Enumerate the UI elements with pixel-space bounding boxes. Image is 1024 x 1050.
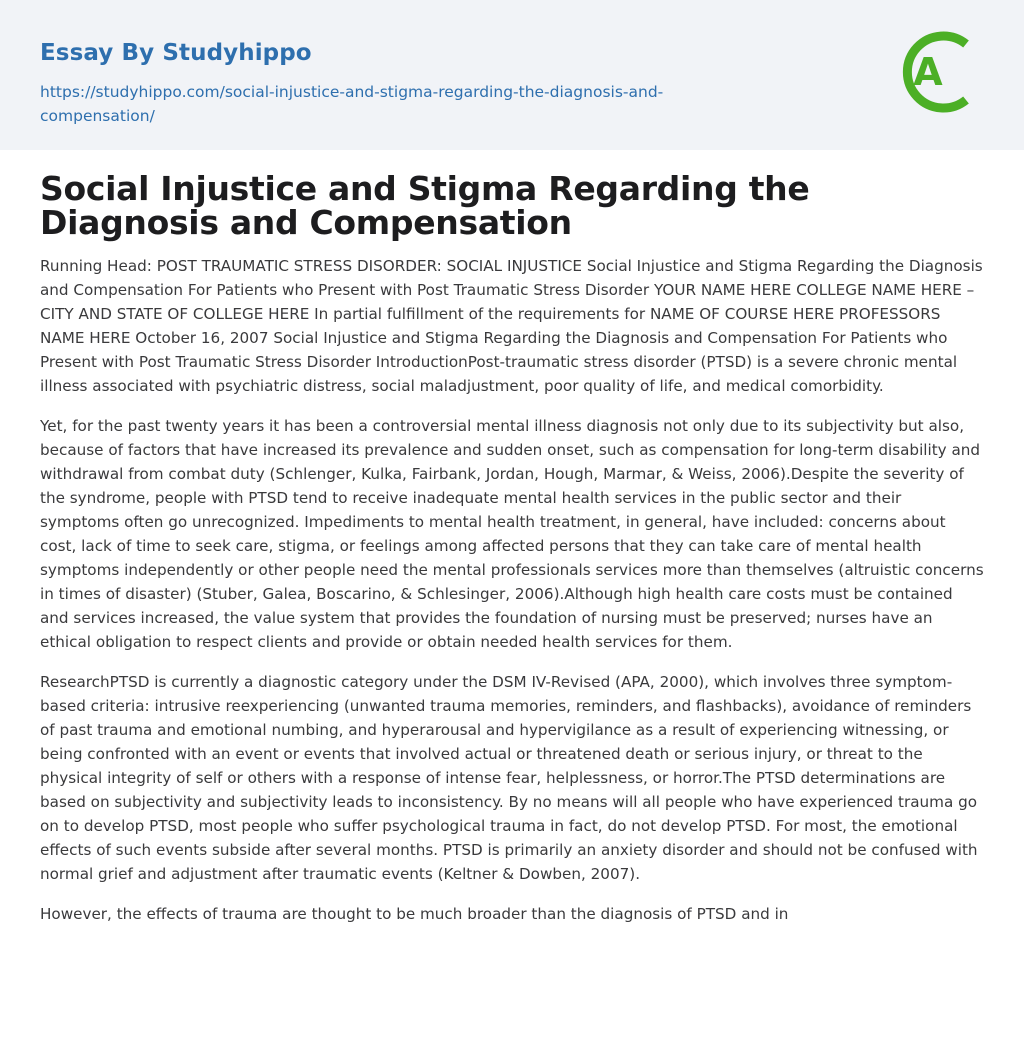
site-brand: Essay By Studyhippo xyxy=(40,40,312,66)
source-url-link[interactable]: https://studyhippo.com/social-injustice-and-stigma-regarding-the-diagnosis-and-compensation/ xyxy=(40,83,664,125)
article-paragraph: Running Head: POST TRAUMATIC STRESS DISORDER: SOCIAL INJUSTICE Social Injustice and Stigma Regarding the Diagnosis and Compensation For Patients who Present with Post Traumatic Stress Disorder YOUR NAME HERE COLLEGE NAME HERE – CITY AND STATE OF COLLEGE HERE In partial fulfillment of the requirements for NAME OF COURSE HERE PROFESSORS NAME HERE October 16, 2007 Social Injustice and Stigma Regarding the Diagnosis and Compensation For Patients who Present with Post Traumatic Stress Disorder IntroductionPost-traumatic stress disorder (PTSD) is a severe chronic mental illness associated with psychiatric distress, social maladjustment, poor quality of life, and medical comorbidity. xyxy=(40,257,983,395)
studyhippo-logo-icon[interactable] xyxy=(900,30,984,114)
article-paragraph: ResearchPTSD is currently a diagnostic category under the DSM IV-Revised (APA, 2000), which involves three symptom-based criteria: intrusive reexperiencing (unwanted trauma memories, reminders, and flashbacks), avoidance of reminders of past trauma and emotional numbing, and hyperarousal and hypervigilance as a result of experiencing witnessing, or being confronted with an event or events that involved actual or threatened death or serious injury, or threat to the physical integrity of self or others with a response of intense fear, helplessness, or horror.The PTSD determinations are based on subjectivity and subjectivity leads to inconsistency. By no means will all people who have experienced trauma go on to develop PTSD, most people who suffer psychological trauma in fact, do not develop PTSD. For most, the emotional effects of such events subside after several months. PTSD is primarily an anxiety disorder and should not be confused with normal grief and adjustment after traumatic events (Keltner & Dowben, 2007). xyxy=(40,673,978,883)
article-paragraph: However, the effects of trauma are thought to be much broader than the diagnosis of PTSD and in xyxy=(40,905,789,923)
page-header xyxy=(0,0,1024,150)
article-paragraph: Yet, for the past twenty years it has been a controversial mental illness diagnosis not only due to its subjectivity but also, because of factors that have increased its prevalence and sudden onset, such as compensation for long-term disability and withdrawal from combat duty (Schlenger, Kulka, Fairbank, Jordan, Hough, Marmar, & Weiss, 2006).Despite the severity of the syndrome, people with PTSD tend to receive inadequate mental health services in the public sector and their symptoms often go unrecognized. Impediments to mental health treatment, in general, have included: concerns about cost, lack of time to seek care, stigma, or feelings among affected persons that they can take care of mental health symptoms independently or other people need the mental professionals services more than themselves (altruistic concerns in times of disaster) (Stuber, Galea, Boscarino, & Schlesinger, 2006).Although high health care costs must be contained and services increased, the value system that provides the foundation of nursing must be preserved; nurses have an ethical obligation to respect clients and provide or obtain needed health services for them. xyxy=(40,417,984,651)
article-title: Social Injustice and Stigma Regarding the Diagnosis and Compensation xyxy=(40,169,810,242)
article xyxy=(0,169,1024,926)
logo-letter: A xyxy=(913,50,943,94)
